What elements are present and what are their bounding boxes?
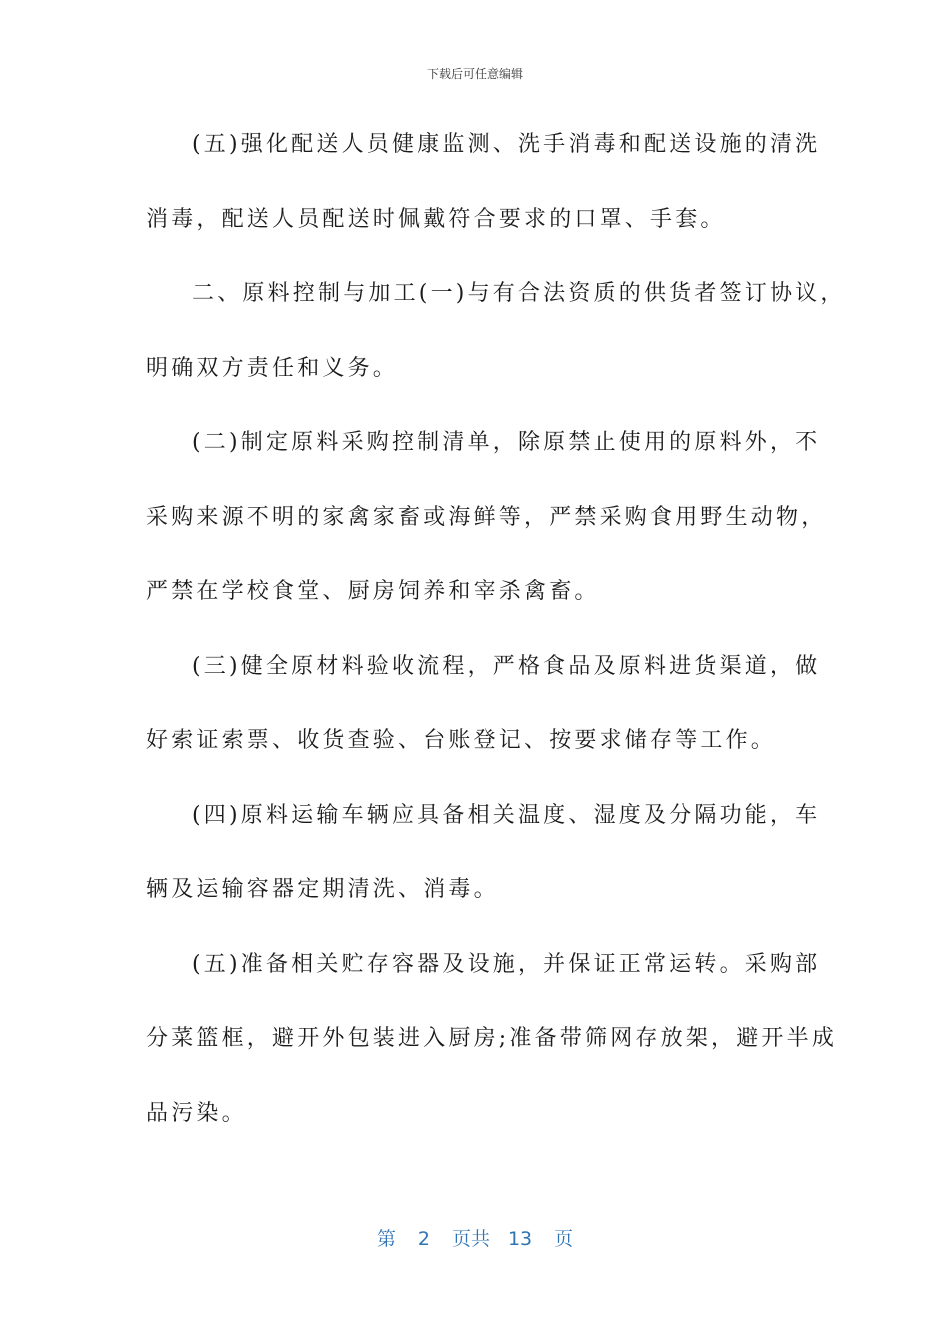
paragraph-line: 品污染。	[146, 1100, 247, 1126]
paragraph-line: 消毒，配送人员配送时佩戴符合要求的口罩、手套。	[146, 206, 726, 232]
footer-prefix: 第	[376, 1228, 396, 1250]
paragraph-line: 好索证索票、收货查验、台账登记、按要求储存等工作。	[146, 728, 777, 753]
paragraph-line: 辆及运输容器定期清洗、消毒。	[146, 877, 499, 902]
paragraph-line: (二)制定原料采购控制清单，除原禁止使用的原料外，不	[192, 430, 821, 455]
footer-page-number: 2	[417, 1228, 430, 1250]
paragraph-line: (五)准备相关贮存容器及设施，并保证正常运转。采购部	[192, 951, 821, 977]
paragraph-line: (四)原料运输车辆应具备相关温度、湿度及分隔功能，车	[192, 802, 821, 828]
page-footer	[0, 1226, 950, 1252]
header-note: 下载后可任意编辑	[426, 67, 523, 81]
paragraph-line: 严禁在学校食堂、厨房饲养和宰杀禽畜。	[146, 579, 600, 604]
paragraph-line: 二、原料控制与加工(一)与有合法资质的供货者签订协议，	[192, 281, 846, 306]
paragraph-line: (三)健全原材料验收流程，严格食品及原料进货渠道，做	[192, 653, 821, 679]
paragraph-line: 明确双方责任和义务。	[146, 355, 399, 381]
footer-suffix: 页	[554, 1228, 574, 1250]
footer-middle: 页共	[451, 1228, 490, 1250]
document-body	[146, 108, 846, 1151]
paragraph-line: 分菜篮框，避开外包装进入厨房;准备带筛网存放架，避开半成	[146, 1026, 838, 1051]
footer-total-pages: 13	[507, 1228, 533, 1250]
paragraph-line: (五)强化配送人员健康监测、洗手消毒和配送设施的清洗	[192, 132, 821, 157]
paragraph-line: 采购来源不明的家禽家畜或海鲜等，严禁采购食用野生动物，	[146, 504, 827, 530]
